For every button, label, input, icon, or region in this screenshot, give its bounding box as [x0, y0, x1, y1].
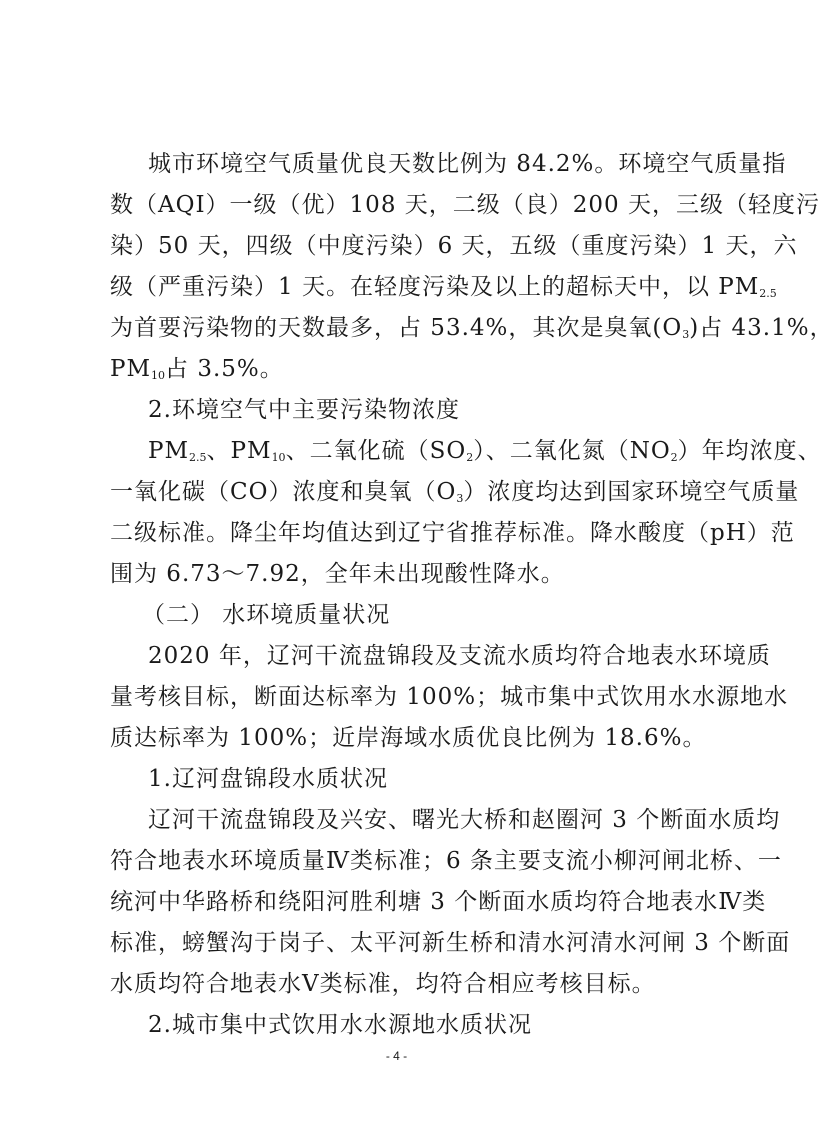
text-run: 级（严重污染）1 天。在轻度污染及以上的超标天中，以 PM	[110, 274, 760, 300]
body-line	[110, 478, 799, 513]
text-run: ）浓度均达到国家环境空气质量	[463, 479, 800, 505]
body-line: 量考核目标，断面达标率为 100%；城市集中式饮用水水源地水	[110, 684, 789, 710]
body-line: 标准，螃蟹沟于岗子、太平河新生桥和清水河清水河闸 3 个断面	[110, 930, 791, 956]
body-line: 二级标准。降尘年均值达到辽宁省推荐标准。降水酸度（pH）范	[110, 520, 795, 546]
body-line: 辽河干流盘锦段及兴安、曙光大桥和赵圈河 3 个断面水质均	[148, 807, 781, 833]
text-run: 占 3.5%。	[165, 356, 284, 382]
text-run: 、二氧化硫（SO	[285, 438, 467, 464]
text-run: PM	[148, 438, 190, 464]
text-run: 一氧化碳（CO）浓度和臭氧（O	[110, 479, 457, 505]
subscript: 10	[271, 451, 286, 464]
subscript: 3	[456, 492, 464, 505]
body-line	[110, 314, 834, 349]
body-line: 染）50 天，四级（中度污染）6 天，五级（重度污染）1 天，六	[110, 233, 798, 259]
body-line: 围为 6.73～7.92，全年未出现酸性降水。	[110, 561, 565, 587]
body-line	[110, 273, 777, 308]
section-heading: （二） 水环境质量状况	[142, 602, 391, 628]
section-heading: 1.辽河盘锦段水质状况	[148, 766, 388, 792]
text-run: ）、二氧化氮（NO	[473, 438, 671, 464]
section-heading: 2.环境空气中主要污染物浓度	[148, 397, 460, 423]
body-line	[148, 437, 822, 472]
subscript: 2.5	[759, 287, 777, 300]
text-run: ）年均浓度、	[677, 438, 822, 464]
subscript: 10	[151, 369, 166, 382]
text-run: )占 43.1%，	[689, 315, 834, 341]
subscript: 2	[466, 451, 474, 464]
text-run: 为首要污染物的天数最多，占 53.4%，其次是臭氧(O	[110, 315, 683, 341]
body-line: 水质均符合地表水Ⅴ类标准，均符合相应考核目标。	[110, 971, 656, 997]
subscript: 2.5	[189, 451, 207, 464]
body-line	[110, 355, 284, 390]
body-line: 质达标率为 100%；近岸海域水质优良比例为 18.6%。	[110, 725, 707, 751]
text-run: PM	[110, 356, 152, 382]
body-line: 统河中华路桥和绕阳河胜利塘 3 个断面水质均符合地表水Ⅳ类	[110, 889, 767, 915]
section-heading: 2.城市集中式饮用水水源地水质状况	[148, 1012, 532, 1038]
subscript: 3	[682, 328, 690, 341]
body-line: 2020 年，辽河干流盘锦段及支流水质均符合地表水环境质	[148, 643, 771, 669]
body-line: 数（AQI）一级（优）108 天，二级（良）200 天，三级（轻度污	[110, 192, 820, 218]
body-line: 符合地表水环境质量Ⅳ类标准；6 条主要支流小柳河闸北桥、一	[110, 848, 782, 874]
body-line: 城市环境空气质量优良天数比例为 84.2%。环境空气质量指	[148, 151, 787, 177]
subscript: 2	[670, 451, 678, 464]
page-number: - 4 -	[385, 1049, 408, 1063]
text-run: 、PM	[206, 438, 272, 464]
